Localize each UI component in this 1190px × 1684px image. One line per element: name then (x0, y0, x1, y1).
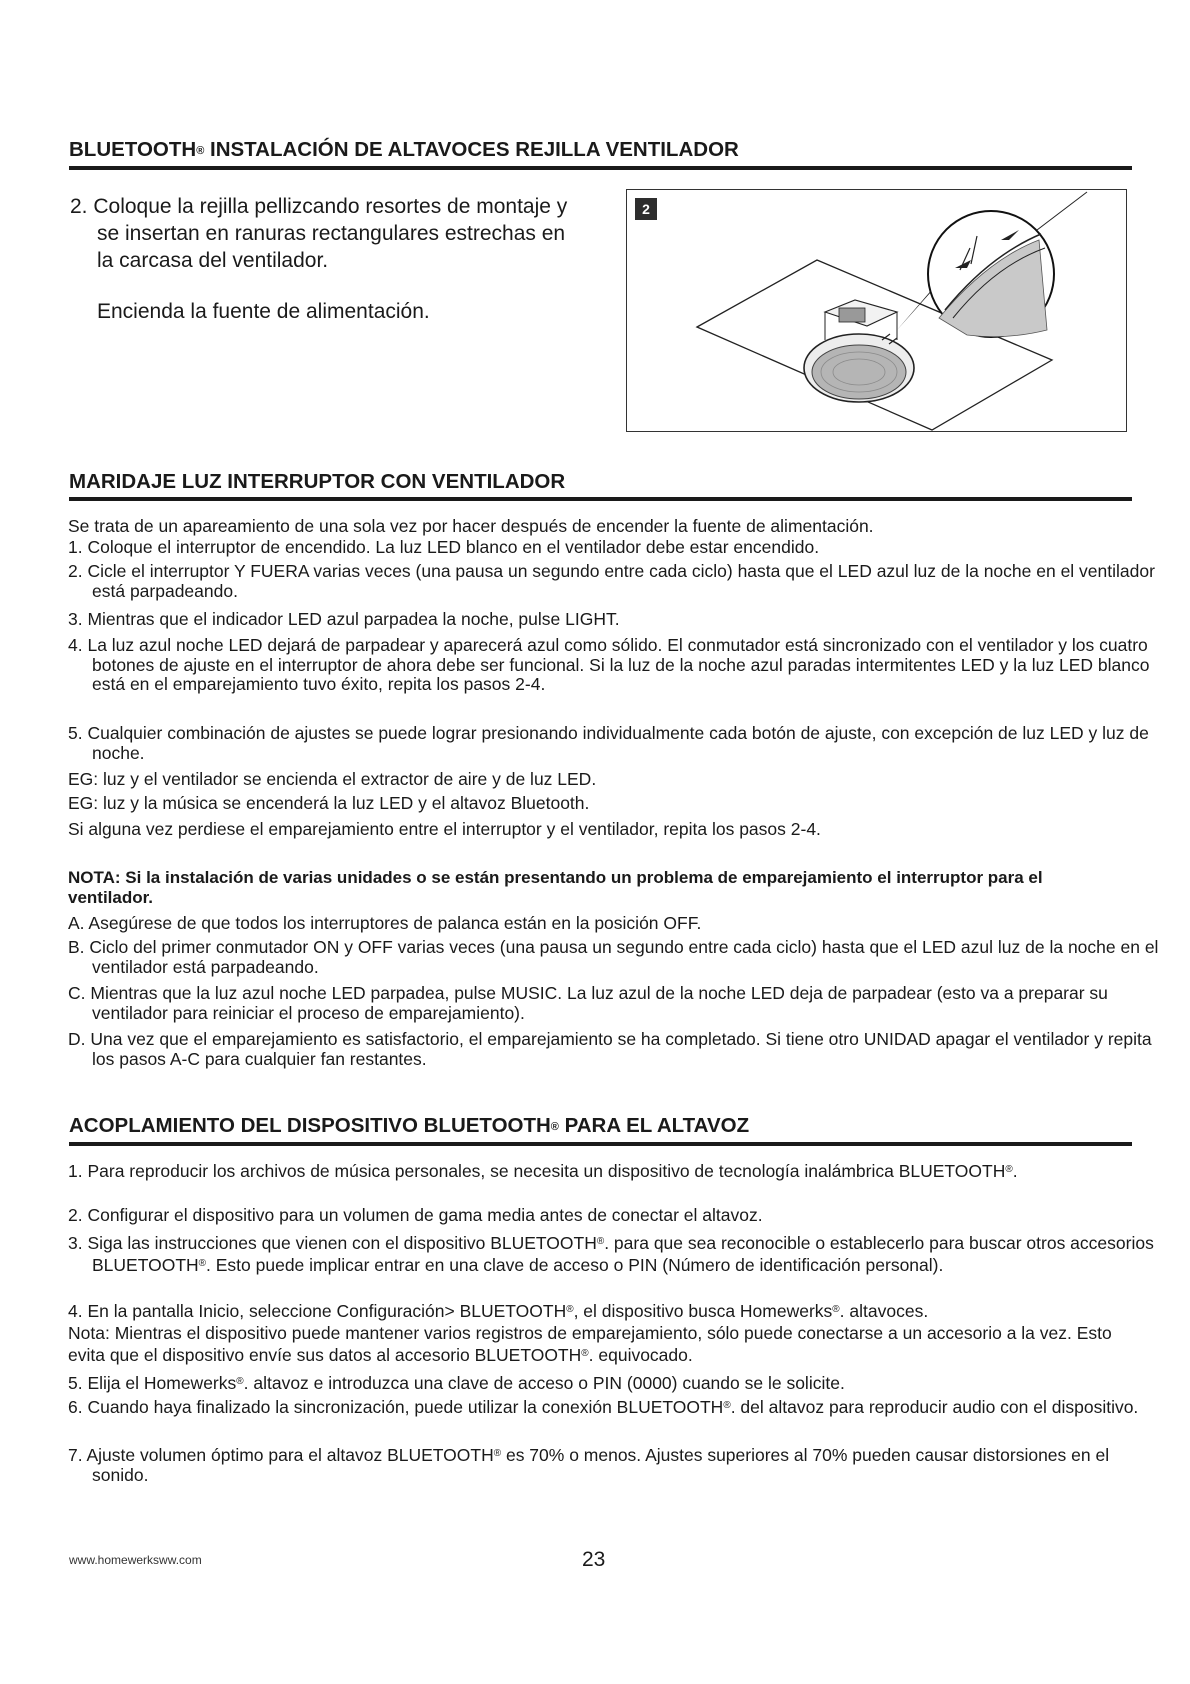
list-item: 1. Coloque el interruptor de encendido. La luz LED blanco en el ventilador debe estar encendido. (68, 537, 820, 557)
registered-mark: ® (596, 1236, 605, 1247)
registered-mark: ® (832, 1304, 840, 1315)
registered-mark: ® (493, 1448, 502, 1459)
text-part: 5. Elija el Homewerks (68, 1373, 237, 1393)
registered-mark: ® (198, 1257, 207, 1269)
text-part: . altavoces. (839, 1301, 929, 1321)
text-part: 6. Cuando haya finalizado la sincronización, puede utilizar la conexión BLUETOOTH (68, 1397, 724, 1417)
text-part: . para que sea reconocible o establecerlo para buscar otros accesorios BLUETOOTH (92, 1233, 1154, 1275)
example-text: EG: luz y el ventilador se encienda el extractor de aire y de luz LED. (68, 769, 597, 789)
footer-url: www.homewerksww.com (69, 1553, 202, 1567)
text-part: . del altavoz para reproducir audio con el dispositivo. (730, 1397, 1139, 1417)
text-part: Nota: Mientras el dispositivo puede mantener varios registros de emparejamiento, sólo puede conectarse a un accesorio a la vez. Esto evita que el dispositivo envíe sus datos al accesorio BLUETOOTH (68, 1323, 1112, 1365)
list-item: 5. Cualquier combinación de ajustes se puede lograr presionando individualmente cada botón de ajuste, con excepción de luz LED y luz de noche. (68, 723, 1149, 763)
page-number: 23 (582, 1548, 606, 1571)
grille-installation-illustration (627, 190, 1126, 431)
list-item (68, 1232, 1162, 1275)
text-part: . (1012, 1161, 1018, 1181)
power-on-text: Encienda la fuente de alimentación. (97, 300, 430, 323)
text-part: . altavoz e introduzca una clave de acceso o PIN (0000) cuando se le solicite. (243, 1373, 845, 1393)
registered-mark: ® (236, 1376, 244, 1387)
text-part: 3. Siga las instrucciones que vienen con el dispositivo BLUETOOTH (68, 1233, 597, 1253)
text-part: . equivocado. (588, 1344, 693, 1365)
title-part: INSTALACIÓN DE ALTAVOCES REJILLA VENTILADOR (204, 138, 739, 161)
list-item (68, 1444, 1162, 1485)
text-part: 7. Ajuste volumen óptimo para el altavoz BLUETOOTH (68, 1445, 494, 1465)
installation-figure (626, 189, 1127, 432)
speaker-grille (804, 334, 914, 402)
repeat-text: Si alguna vez perdiese el emparejamiento entre el interruptor y el ventilador, repita los pasos 2-4. (68, 819, 821, 839)
detail-lead-line (1037, 192, 1087, 230)
step-2-text: 2. Coloque la rejilla pellizcando resortes de montaje y se insertan en ranuras rectangulares estrechas en la carcasa del ventilador. (70, 195, 568, 272)
detail-circle (928, 211, 1054, 337)
intro-text: Se trata de un apareamiento de una sola vez por hacer después de encender la fuente de alimentación. (68, 516, 874, 536)
list-item (68, 1372, 1138, 1394)
note-text (68, 1324, 1138, 1365)
list-item: 2. Cicle el interruptor Y FUERA varias veces (una pausa un segundo entre cada ciclo) hasta que el LED azul luz de la noche en el ventilador está parpadeando. (68, 561, 1155, 601)
registered-mark: ® (581, 1347, 589, 1359)
text-part: 1. Para reproducir los archivos de música personales, se necesita un dispositivo de tecnología inalámbrica BLUETOOTH (68, 1161, 1006, 1181)
text-part: , el dispositivo busca Homewerks (573, 1301, 833, 1321)
registered-mark: ® (566, 1304, 574, 1315)
section-title-switch-pairing: MARIDAJE LUZ INTERRUPTOR CON VENTILADOR (69, 470, 1132, 501)
list-item: D. Una vez que el emparejamiento es satisfactorio, el emparejamiento se ha completado. Si tiene otro UNIDAD apagar el ventilador y repita los pasos A-C para cualquier fan restantes. (68, 1029, 1152, 1069)
registered-mark: ® (723, 1400, 731, 1411)
title-part: BLUETOOTH (69, 138, 197, 161)
title-part: ACOPLAMIENTO DEL DISPOSITIVO BLUETOOTH (69, 1114, 551, 1137)
figure-number-badge: 2 (635, 198, 657, 220)
list-item: C. Mientras que la luz azul noche LED parpadea, pulse MUSIC. La luz azul de la noche LED deja de parpadear (esto va a preparar su ventilador para reiniciar el proceso de emparejamiento). (68, 983, 1108, 1023)
list-item (68, 1396, 1162, 1418)
section-title-bluetooth-pairing (69, 1114, 1132, 1146)
registered-mark: ® (550, 1121, 559, 1133)
example-text: EG: luz y la música se encenderá la luz LED y el altavoz Bluetooth. (68, 793, 590, 813)
text-part: 4. En la pantalla Inicio, seleccione Configuración> BLUETOOTH (68, 1301, 567, 1321)
text-part: . Esto puede implicar entrar en una clave de acceso o PIN (Número de identificación personal). (206, 1254, 944, 1275)
registered-mark: ® (196, 145, 205, 157)
list-item: 4. La luz azul noche LED dejará de parpadear y aparecerá azul como sólido. El conmutador está sincronizado con el ventilador y los cuatro botones de ajuste en el interruptor de ahora debe ser funcional. Si la luz de la noche azul paradas intermitentes LED y la luz LED blanco está en el emparejamiento tuvo éxito, repita los pasos 2-4. (68, 635, 1150, 694)
list-item: 3. Mientras que el indicador LED azul parpadea la noche, pulse LIGHT. (68, 609, 620, 629)
list-item: 2. Configurar el dispositivo para un volumen de gama media antes de conectar el altavoz. (68, 1205, 763, 1225)
list-item: A. Asegúrese de que todos los interruptores de palanca están en la posición OFF. (68, 913, 702, 933)
section-title-bluetooth-installation (69, 138, 1132, 170)
list-item (68, 1300, 1138, 1322)
list-item (68, 1160, 1162, 1182)
note-heading: NOTA: Si la instalación de varias unidades o se están presentando un problema de emparejamiento el interruptor para el ventilador. (68, 868, 1043, 907)
installation-text (70, 193, 570, 325)
text-part: es 70% o menos. Ajustes superiores al 70% pueden causar distorsiones en el sonido. (92, 1445, 1110, 1485)
list-item: B. Ciclo del primer conmutador ON y OFF varias veces (una pausa un segundo entre cada ciclo) hasta que el LED azul luz de la noche en el ventilador está parpadeando. (68, 937, 1159, 977)
registered-mark: ® (1005, 1164, 1013, 1175)
title-part: PARA EL ALTAVOZ (558, 1114, 750, 1137)
